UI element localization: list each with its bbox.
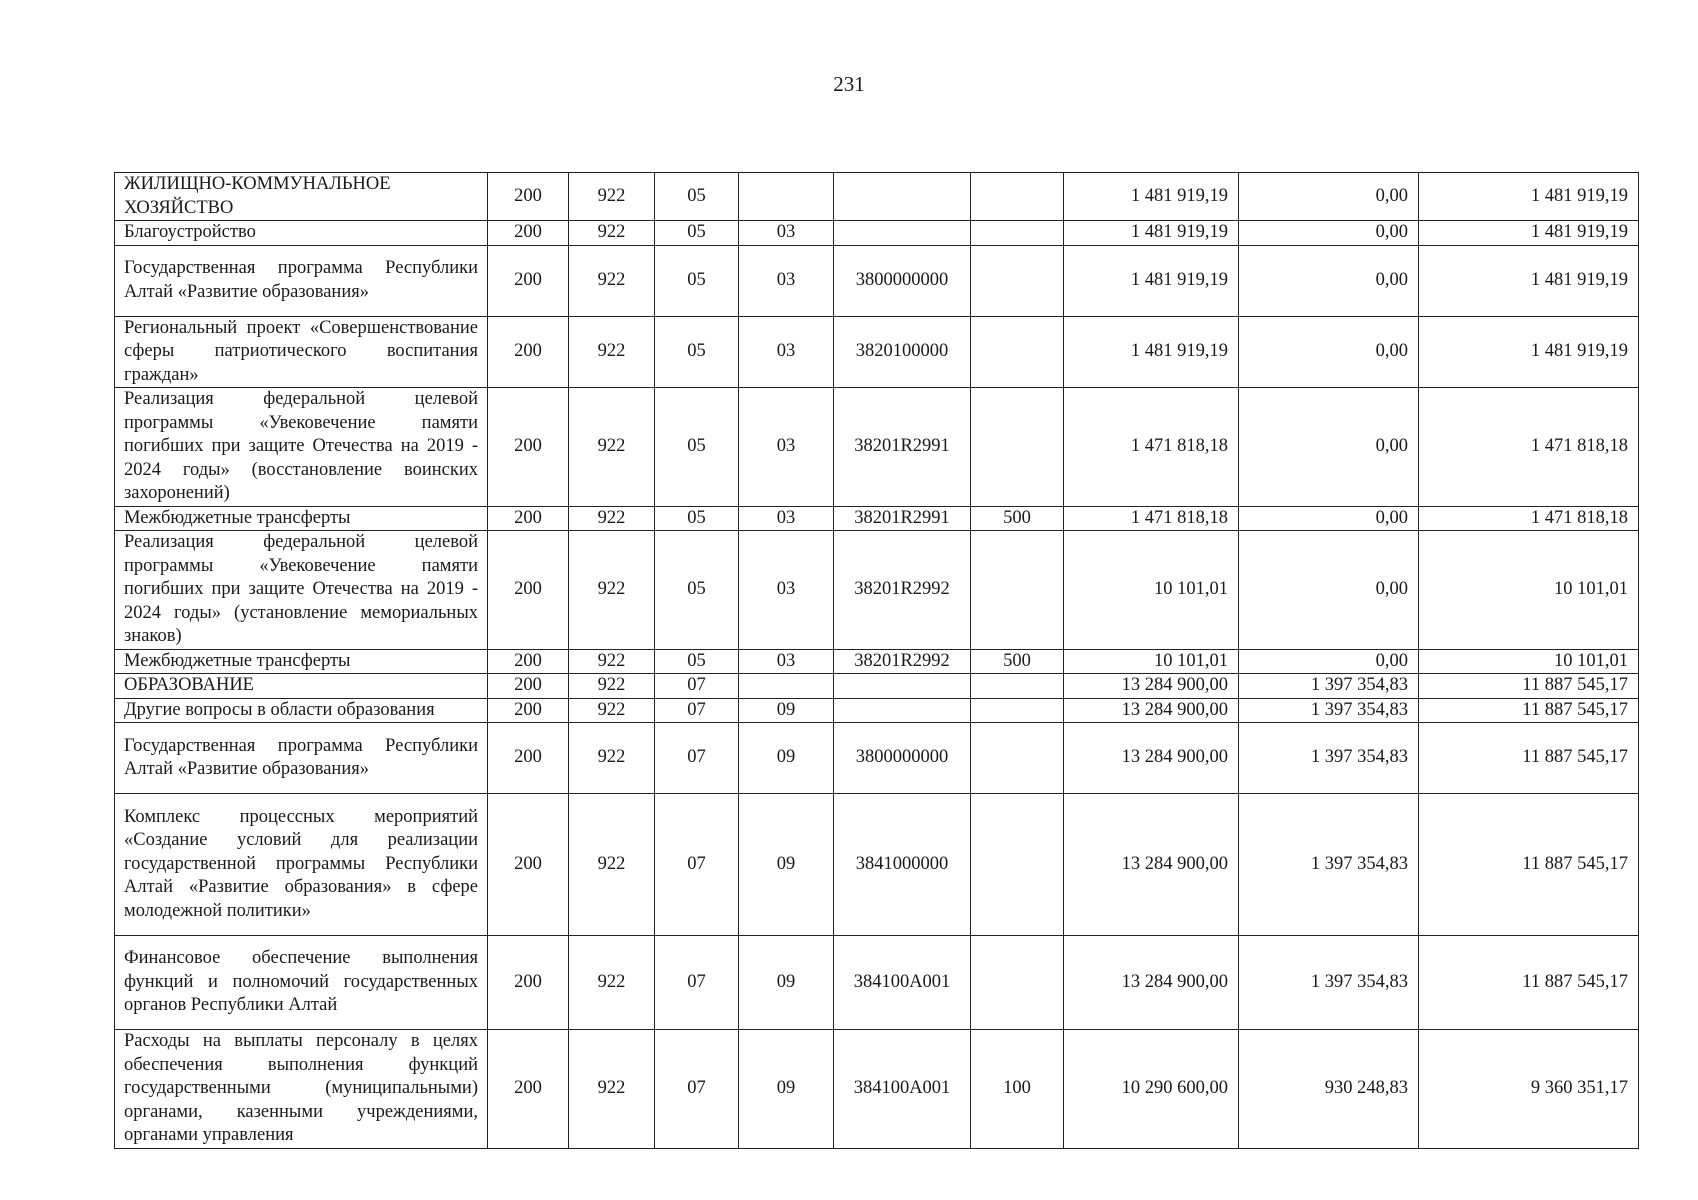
row-name-cell: Межбюджетные трансферты xyxy=(115,649,488,674)
change-amount-cell: 930 248,83 xyxy=(1239,1030,1419,1149)
table-row xyxy=(115,221,1639,246)
approved-amount-cell: 1 481 919,19 xyxy=(1064,245,1239,316)
section-code-cell: 200 xyxy=(488,531,569,650)
expense-type-code-cell: 500 xyxy=(971,649,1064,674)
ministry-code-cell: 922 xyxy=(569,674,655,699)
budget-table-body xyxy=(115,173,1639,1149)
expense-type-code-cell xyxy=(971,794,1064,936)
target-item-code-cell: 38201R2992 xyxy=(834,531,971,650)
ministry-code-cell: 922 xyxy=(569,506,655,531)
approved-amount-cell: 1 481 919,19 xyxy=(1064,316,1239,388)
change-amount-cell: 0,00 xyxy=(1239,388,1419,507)
expense-type-code-cell xyxy=(971,245,1064,316)
ministry-code-cell: 922 xyxy=(569,1030,655,1149)
division-code-cell: 05 xyxy=(655,388,739,507)
subdivision-code-cell xyxy=(739,674,834,699)
table-row xyxy=(115,674,1639,699)
row-name-cell: Государственная программа Республики Алтай «Развитие образования» xyxy=(115,245,488,316)
division-code-cell: 05 xyxy=(655,531,739,650)
division-code-cell: 07 xyxy=(655,794,739,936)
section-code-cell: 200 xyxy=(488,649,569,674)
total-amount-cell: 11 887 545,17 xyxy=(1419,698,1639,723)
section-code-cell: 200 xyxy=(488,245,569,316)
change-amount-cell: 1 397 354,83 xyxy=(1239,698,1419,723)
ministry-code-cell: 922 xyxy=(569,531,655,650)
section-code-cell: 200 xyxy=(488,1030,569,1149)
total-amount-cell: 1 481 919,19 xyxy=(1419,221,1639,246)
table-row xyxy=(115,173,1639,221)
approved-amount-cell: 10 101,01 xyxy=(1064,649,1239,674)
section-code-cell: 200 xyxy=(488,674,569,699)
total-amount-cell: 11 887 545,17 xyxy=(1419,723,1639,794)
subdivision-code-cell: 09 xyxy=(739,936,834,1030)
division-code-cell: 07 xyxy=(655,936,739,1030)
section-code-cell: 200 xyxy=(488,316,569,388)
change-amount-cell: 0,00 xyxy=(1239,245,1419,316)
change-amount-cell: 0,00 xyxy=(1239,506,1419,531)
division-code-cell: 05 xyxy=(655,221,739,246)
subdivision-code-cell: 09 xyxy=(739,794,834,936)
row-name-cell: Государственная программа Республики Алтай «Развитие образования» xyxy=(115,723,488,794)
approved-amount-cell: 1 471 818,18 xyxy=(1064,506,1239,531)
table-row xyxy=(115,316,1639,388)
approved-amount-cell: 13 284 900,00 xyxy=(1064,674,1239,699)
target-item-code-cell: 3841000000 xyxy=(834,794,971,936)
section-code-cell: 200 xyxy=(488,794,569,936)
expense-type-code-cell xyxy=(971,221,1064,246)
total-amount-cell: 9 360 351,17 xyxy=(1419,1030,1639,1149)
change-amount-cell: 0,00 xyxy=(1239,649,1419,674)
change-amount-cell: 0,00 xyxy=(1239,316,1419,388)
expense-type-code-cell xyxy=(971,531,1064,650)
target-item-code-cell: 38201R2991 xyxy=(834,506,971,531)
change-amount-cell: 1 397 354,83 xyxy=(1239,674,1419,699)
table-row xyxy=(115,723,1639,794)
change-amount-cell: 0,00 xyxy=(1239,221,1419,246)
total-amount-cell: 1 481 919,19 xyxy=(1419,316,1639,388)
row-name-cell: Региональный проект «Совершенствование сферы патриотического воспитания граждан» xyxy=(115,316,488,388)
target-item-code-cell: 384100А001 xyxy=(834,936,971,1030)
expense-type-code-cell xyxy=(971,674,1064,699)
target-item-code-cell: 38201R2992 xyxy=(834,649,971,674)
subdivision-code-cell: 03 xyxy=(739,531,834,650)
table-row xyxy=(115,794,1639,936)
section-code-cell: 200 xyxy=(488,698,569,723)
table-row xyxy=(115,649,1639,674)
expense-type-code-cell xyxy=(971,698,1064,723)
target-item-code-cell xyxy=(834,674,971,699)
expense-type-code-cell: 100 xyxy=(971,1030,1064,1149)
total-amount-cell: 1 471 818,18 xyxy=(1419,388,1639,507)
subdivision-code-cell: 03 xyxy=(739,316,834,388)
division-code-cell: 07 xyxy=(655,674,739,699)
division-code-cell: 05 xyxy=(655,506,739,531)
division-code-cell: 07 xyxy=(655,1030,739,1149)
ministry-code-cell: 922 xyxy=(569,388,655,507)
change-amount-cell: 0,00 xyxy=(1239,173,1419,221)
change-amount-cell: 1 397 354,83 xyxy=(1239,723,1419,794)
subdivision-code-cell: 03 xyxy=(739,221,834,246)
table-row xyxy=(115,531,1639,650)
total-amount-cell: 1 471 818,18 xyxy=(1419,506,1639,531)
target-item-code-cell xyxy=(834,173,971,221)
expense-type-code-cell xyxy=(971,388,1064,507)
ministry-code-cell: 922 xyxy=(569,649,655,674)
total-amount-cell: 10 101,01 xyxy=(1419,649,1639,674)
ministry-code-cell: 922 xyxy=(569,316,655,388)
row-name-cell: Другие вопросы в области образования xyxy=(115,698,488,723)
table-row xyxy=(115,388,1639,507)
row-name-cell: Реализация федеральной целевой программы «Увековечение памяти погибших при защите Отечества на 2019 - 2024 годы» (восстановление воинских захоронений) xyxy=(115,388,488,507)
section-code-cell: 200 xyxy=(488,723,569,794)
target-item-code-cell: 3820100000 xyxy=(834,316,971,388)
division-code-cell: 05 xyxy=(655,649,739,674)
target-item-code-cell: 384100А001 xyxy=(834,1030,971,1149)
division-code-cell: 07 xyxy=(655,698,739,723)
ministry-code-cell: 922 xyxy=(569,221,655,246)
section-code-cell: 200 xyxy=(488,221,569,246)
expense-type-code-cell xyxy=(971,316,1064,388)
row-name-cell: ЖИЛИЩНО-КОММУНАЛЬНОЕ ХОЗЯЙСТВО xyxy=(115,173,488,221)
approved-amount-cell: 1 481 919,19 xyxy=(1064,221,1239,246)
expense-type-code-cell: 500 xyxy=(971,506,1064,531)
subdivision-code-cell: 09 xyxy=(739,723,834,794)
division-code-cell: 05 xyxy=(655,173,739,221)
division-code-cell: 05 xyxy=(655,316,739,388)
approved-amount-cell: 1 481 919,19 xyxy=(1064,173,1239,221)
approved-amount-cell: 13 284 900,00 xyxy=(1064,723,1239,794)
subdivision-code-cell: 03 xyxy=(739,388,834,507)
subdivision-code-cell: 03 xyxy=(739,649,834,674)
ministry-code-cell: 922 xyxy=(569,794,655,936)
approved-amount-cell: 13 284 900,00 xyxy=(1064,794,1239,936)
total-amount-cell: 11 887 545,17 xyxy=(1419,794,1639,936)
expense-type-code-cell xyxy=(971,723,1064,794)
target-item-code-cell: 38201R2991 xyxy=(834,388,971,507)
table-row xyxy=(115,936,1639,1030)
page-number: 231 xyxy=(833,72,865,96)
budget-table xyxy=(114,172,1639,1149)
change-amount-cell: 1 397 354,83 xyxy=(1239,936,1419,1030)
change-amount-cell: 0,00 xyxy=(1239,531,1419,650)
row-name-cell: Комплекс процессных мероприятий «Создание условий для реализации государственной программы Республики Алтай «Развитие образования» в сфере молодежной политики» xyxy=(115,794,488,936)
target-item-code-cell: 3800000000 xyxy=(834,245,971,316)
target-item-code-cell: 3800000000 xyxy=(834,723,971,794)
subdivision-code-cell: 03 xyxy=(739,506,834,531)
row-name-cell: Межбюджетные трансферты xyxy=(115,506,488,531)
total-amount-cell: 1 481 919,19 xyxy=(1419,173,1639,221)
subdivision-code-cell xyxy=(739,173,834,221)
ministry-code-cell: 922 xyxy=(569,698,655,723)
total-amount-cell: 11 887 545,17 xyxy=(1419,674,1639,699)
division-code-cell: 05 xyxy=(655,245,739,316)
row-name-cell: Благоустройство xyxy=(115,221,488,246)
approved-amount-cell: 13 284 900,00 xyxy=(1064,936,1239,1030)
approved-amount-cell: 1 471 818,18 xyxy=(1064,388,1239,507)
target-item-code-cell xyxy=(834,221,971,246)
subdivision-code-cell: 09 xyxy=(739,1030,834,1149)
table-row xyxy=(115,245,1639,316)
section-code-cell: 200 xyxy=(488,506,569,531)
change-amount-cell: 1 397 354,83 xyxy=(1239,794,1419,936)
subdivision-code-cell: 09 xyxy=(739,698,834,723)
table-row xyxy=(115,698,1639,723)
row-name-cell: Расходы на выплаты персоналу в целях обеспечения выполнения функций государственными (муниципальными) органами, казенными учреждениями, органами управления xyxy=(115,1030,488,1149)
ministry-code-cell: 922 xyxy=(569,245,655,316)
approved-amount-cell: 13 284 900,00 xyxy=(1064,698,1239,723)
table-row xyxy=(115,506,1639,531)
row-name-cell: ОБРАЗОВАНИЕ xyxy=(115,674,488,699)
total-amount-cell: 10 101,01 xyxy=(1419,531,1639,650)
subdivision-code-cell: 03 xyxy=(739,245,834,316)
ministry-code-cell: 922 xyxy=(569,173,655,221)
section-code-cell: 200 xyxy=(488,173,569,221)
section-code-cell: 200 xyxy=(488,388,569,507)
approved-amount-cell: 10 290 600,00 xyxy=(1064,1030,1239,1149)
row-name-cell: Реализация федеральной целевой программы «Увековечение памяти погибших при защите Отечества на 2019 - 2024 годы» (установление мемориальных знаков) xyxy=(115,531,488,650)
target-item-code-cell xyxy=(834,698,971,723)
row-name-cell: Финансовое обеспечение выполнения функций и полномочий государственных органов Республики Алтай xyxy=(115,936,488,1030)
section-code-cell: 200 xyxy=(488,936,569,1030)
ministry-code-cell: 922 xyxy=(569,723,655,794)
division-code-cell: 07 xyxy=(655,723,739,794)
ministry-code-cell: 922 xyxy=(569,936,655,1030)
total-amount-cell: 11 887 545,17 xyxy=(1419,936,1639,1030)
expense-type-code-cell xyxy=(971,936,1064,1030)
expense-type-code-cell xyxy=(971,173,1064,221)
table-row xyxy=(115,1030,1639,1149)
approved-amount-cell: 10 101,01 xyxy=(1064,531,1239,650)
total-amount-cell: 1 481 919,19 xyxy=(1419,245,1639,316)
